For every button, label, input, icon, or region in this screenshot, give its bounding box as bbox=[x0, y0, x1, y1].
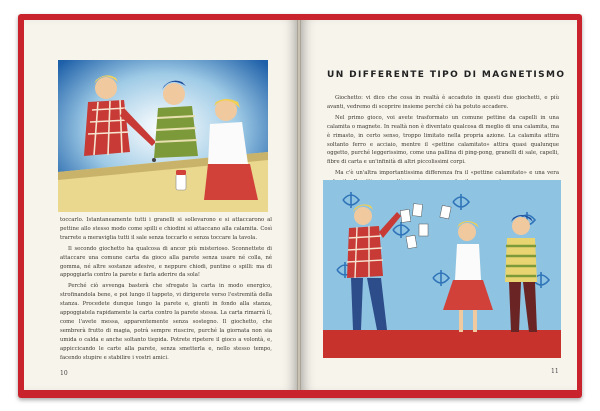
children-table-illustration bbox=[58, 60, 268, 212]
paragraph: Nel primo gioco, voi avete trasformato un comune pettine da capelli in una calamita o magnete. In realtà non è diventato qualcosa di meglio di una calamita, ma è rimasto, in certo senso, troppo limitato nella propria azione. La calamita attira soltanto ferro e acciaio, mentre il «pettine calamitato» attira quasi qualunque oggetto, purché leggerissimo, come una pallina di ping-pong, granelli di sale, capelli, fibre di carta e un'infinità di altri piccolissimi corpi. bbox=[327, 114, 559, 166]
open-book bbox=[18, 14, 582, 398]
left-page-text bbox=[60, 216, 272, 365]
paragraph: Giochetto: vi dico che cosa in realtà è accaduto in questi due giochetti, e più avanti, vedremo di scoprire insieme perché ciò ha potuto accadere. bbox=[327, 95, 559, 110]
paragraph: toccarlo. Istantaneamente tutti i granelli si sollevarono e si attaccarono al pettine allo stesso modo come spilli e chiodini si attaccano alla calamita. Così trarrete a meraviglia tutti il sale senza toccarlo e senza toccare la tavola. bbox=[60, 217, 272, 241]
right-page bbox=[301, 20, 577, 390]
paragraph: Il secondo giochetto ha qualcosa di ancor più misterioso. Sconnettete di attaccare una comune carta da gioco alla parete senza usare né colla, né gomma, né altre sostanze adesive, e neppure chiodi, puntine o spilli: ma di appoggiarla contro la parete e farla aderire da sola! bbox=[60, 245, 272, 279]
cards-on-wall-illustration bbox=[323, 180, 561, 358]
left-page bbox=[24, 20, 297, 390]
page-number-right: 11 bbox=[551, 368, 559, 375]
paragraph: Ma c'è un'altra importantissima differenza fra il «pettine calamitato» e una vera bbox=[335, 170, 559, 177]
paragraph: Perché ciò avvenga basterà che sfregate la carta in modo energico, strofinandola bene, e poi lungo il tappeto, vi dirigerete verso l'estremità della stanza. Procedete dunque lungo la parete e, giunti in fondo alla stanza, appoggiatela rapidamente la carta contro la parete stessa. La carta rimarrà lì, come l'avete messa, apparentemente senza sostegno. Il giochetto, che sembrerà frutto di magia, potrà sempre riuscire, purché la giornata non sia umida o calda e anche soltanto tiepida. Potrete ripetere il gioco a volontà, e, appiccicando le carte alla parete, senza smetterla e, nello stesso tempo, facendo stupire e stabilire i vostri amici. bbox=[60, 283, 272, 361]
page-number-left: 10 bbox=[60, 370, 68, 377]
chapter-title: UN DIFFERENTE TIPO DI MAGNETISMO bbox=[327, 70, 566, 80]
